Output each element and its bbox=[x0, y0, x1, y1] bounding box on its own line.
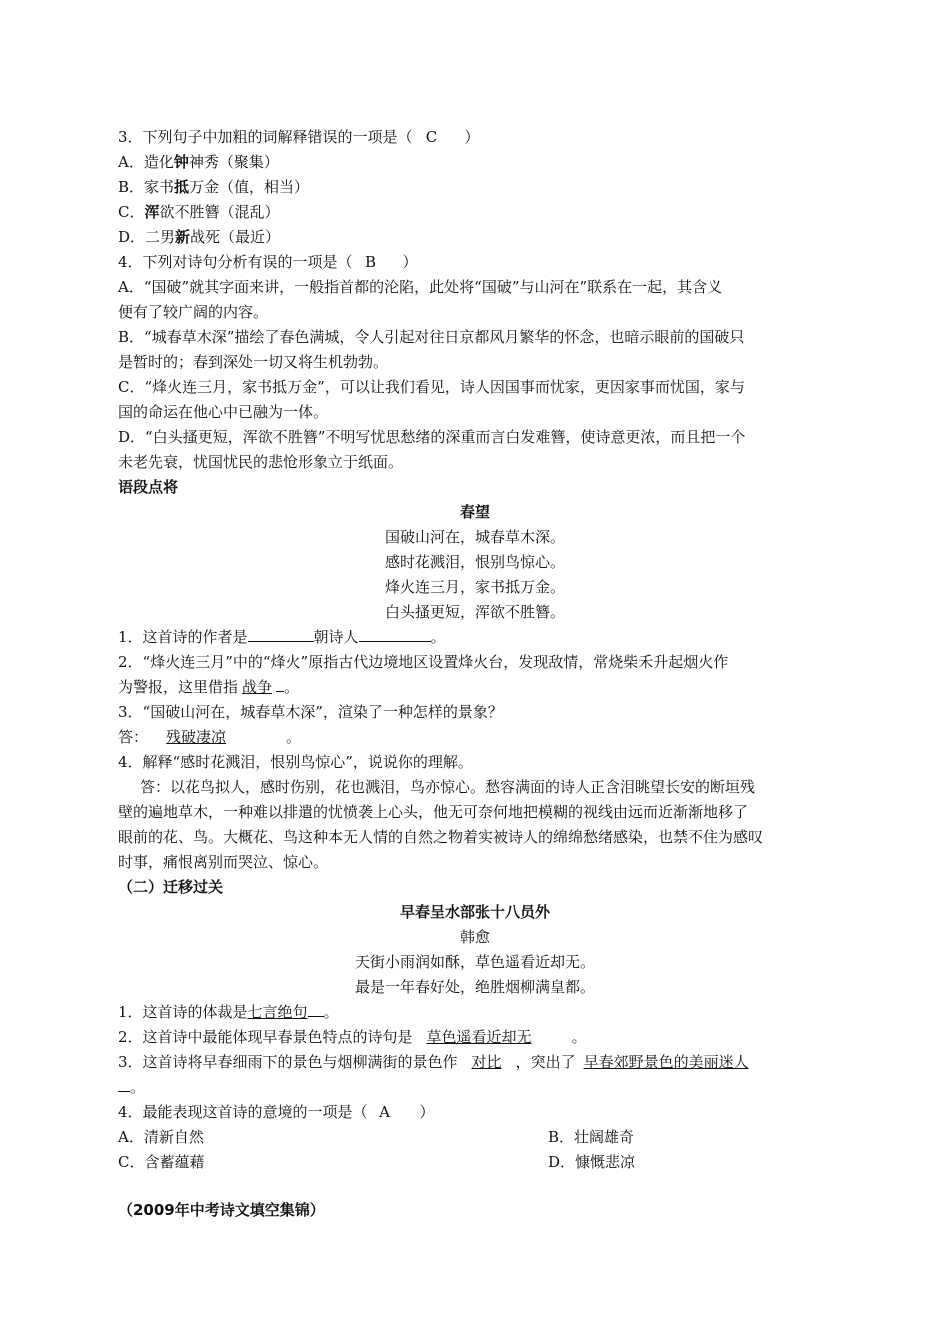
q3-option-c-post: 欲不胜簪（混乱） bbox=[159, 203, 280, 221]
q3-option-b bbox=[118, 175, 309, 200]
q4-option-b-line2: 是暂时的；春到深处一切又将生机勃勃。 bbox=[118, 353, 389, 371]
q4-stem-close: ） bbox=[402, 253, 418, 271]
s1-q3-answer: 残破凄凉 bbox=[166, 728, 227, 746]
q4-option-b-line1: B．“城春草木深”描绘了春色满城，令人引起对往日京都风月繁华的怀念，也暗示眼前的国破只 bbox=[118, 328, 745, 346]
s1-q2-line2 bbox=[118, 675, 299, 700]
q3-option-c-pre: C． bbox=[118, 203, 145, 221]
s2-q4-option: A．清新自然 bbox=[118, 1128, 204, 1146]
q3-option-d bbox=[118, 225, 280, 250]
s1-q1-post: 。 bbox=[430, 628, 446, 646]
s1-q3-answer-line bbox=[118, 725, 301, 750]
s2-q3 bbox=[118, 1050, 761, 1075]
s1-q4: 4．解释“感时花溅泪，恨别鸟惊心”，说说你的理解。 bbox=[118, 753, 473, 771]
q3-stem bbox=[118, 125, 480, 150]
q4-option-c-line1: C．“烽火连三月，家书抵万金”，可以让我们看见，诗人因国事而忧家，更因家事而忧国，家与 bbox=[118, 378, 745, 396]
poem-line: 国破山河在，城春草木深。 bbox=[384, 528, 565, 546]
q3-option-d-post: 战死（最近） bbox=[190, 228, 281, 246]
s2-q3-post: 。 bbox=[130, 1078, 146, 1096]
s2-q4-option: B．壮阔雄奇 bbox=[548, 1128, 635, 1146]
q4-stem-text: 4．下列对诗句分析有误的一项是（ bbox=[118, 253, 353, 271]
q3-option-d-bold: 新 bbox=[175, 228, 191, 246]
s2-q3-answer2: 早春郊野景色的美丽迷人 bbox=[583, 1053, 749, 1071]
q3-option-c-bold: 浑 bbox=[144, 203, 160, 221]
s1-q3-answer-post: 。 bbox=[286, 728, 302, 746]
s1-q2-line1: 2．“烽火连三月”中的“烽火”原指古代边境地区设置烽火台，发现敌情，常烧柴禾升起烟火作 bbox=[118, 653, 729, 671]
s1-q1 bbox=[118, 625, 446, 650]
q3-option-b-bold: 抵 bbox=[174, 178, 190, 196]
s1-q1-blank-poet[interactable] bbox=[359, 625, 431, 642]
s2-q3-blank-tail bbox=[118, 1075, 130, 1092]
poem2-author: 韩愈 bbox=[459, 928, 490, 946]
s1-q2-blank-tail bbox=[276, 675, 284, 692]
s1-q1-blank-dynasty[interactable] bbox=[248, 625, 314, 642]
s1-q3: 3．“国破山河在，城春草木深”，渲染了一种怎样的景象？ bbox=[118, 703, 503, 721]
s1-q3-answer-label: 答： bbox=[118, 728, 149, 746]
q4-option-a-line2: 便有了较广阔的内容。 bbox=[118, 303, 269, 321]
q4-stem bbox=[118, 250, 418, 275]
q4-option-d-line2: 未老先衰，忧国忧民的悲怆形象立于纸面。 bbox=[118, 453, 404, 471]
s2-q4-option: D．慷慨悲凉 bbox=[548, 1153, 636, 1171]
s2-q2-answer: 草色遥看近却无 bbox=[426, 1028, 532, 1046]
s1-q4-answer-line1: 答：以花鸟拟人，感时伤别，花也溅泪，鸟亦惊心。愁容满面的诗人正含泪眺望长安的断垣残 bbox=[140, 778, 756, 796]
s1-q2-answer: 战争 bbox=[242, 678, 273, 696]
poem2-line: 天街小雨润如酥，草色遥看近却无。 bbox=[354, 953, 595, 971]
poem-line: 白头搔更短，浑欲不胜簪。 bbox=[384, 603, 565, 621]
footer-heading: （2009年中考诗文填空集锦） bbox=[118, 1201, 325, 1219]
poem2-title: 早春呈水部张十八员外 bbox=[399, 903, 550, 921]
q3-stem-close: ） bbox=[464, 128, 480, 146]
q3-stem-text: 3．下列句子中加粗的词解释错误的一项是（ bbox=[118, 128, 413, 146]
s2-q4 bbox=[118, 1100, 435, 1125]
s1-q2-text: 为警报，这里借指 bbox=[118, 678, 239, 696]
q3-option-b-pre: B．家书 bbox=[118, 178, 175, 196]
q3-option-b-post: 万金（值，相当） bbox=[189, 178, 310, 196]
s2-q4-text: 4．最能表现这首诗的意境的一项是（ bbox=[118, 1103, 368, 1121]
s2-q1-answer: 七言绝句 bbox=[247, 1003, 308, 1021]
s2-q4-option: C．含蓄蕴藉 bbox=[118, 1153, 205, 1171]
s1-q4-answer-line2: 壁的遍地草木，一种难以排遣的忧愤袭上心头，他无可奈何地把模糊的视线由远而近渐渐地移了 bbox=[118, 803, 749, 821]
s2-q3-mid: ，突出了 bbox=[515, 1053, 576, 1071]
s2-q1-blank-tail bbox=[308, 1000, 324, 1017]
s1-q1-mid: 朝诗人 bbox=[313, 628, 359, 646]
s2-q3-text: 3．这首诗将早春细雨下的景色与烟柳满街的景色作 bbox=[118, 1053, 458, 1071]
s1-q2-post: 。 bbox=[284, 678, 300, 696]
q4-answer: B bbox=[365, 253, 377, 271]
q3-option-a-pre: A．造化 bbox=[118, 153, 174, 171]
q4-option-d-line1: D．“白头搔更短，浑欲不胜簪”不明写忧思愁绪的深重而言白发难簪，使诗意更浓，而且把一个 bbox=[118, 428, 746, 446]
s2-q2 bbox=[118, 1025, 587, 1050]
poem-line: 烽火连三月，家书抵万金。 bbox=[384, 578, 565, 596]
s2-q1 bbox=[118, 1000, 339, 1025]
s2-q3-line2 bbox=[118, 1075, 145, 1100]
s1-q4-answer-line3: 眼前的花、鸟。大概花、鸟这种本无人情的自然之物着实被诗人的绵绵愁绪感染，也禁不住为感叹 bbox=[118, 828, 764, 846]
s2-q1-post: 。 bbox=[323, 1003, 339, 1021]
q4-option-a-line1: A．“国破”就其字面来讲，一般指首都的沦陷，此处将“国破”与山河在”联系在一起，其含义 bbox=[118, 278, 723, 296]
section2-heading: （二）迁移过关 bbox=[118, 878, 224, 896]
poem2-line: 最是一年春好处，绝胜烟柳满皇都。 bbox=[354, 978, 595, 996]
s2-q4-answer: A bbox=[379, 1103, 390, 1121]
s2-q2-post: 。 bbox=[571, 1028, 587, 1046]
q3-option-d-pre: D．二男 bbox=[118, 228, 176, 246]
s1-q4-answer-line4: 时事，痛恨离别而哭泣、惊心。 bbox=[118, 853, 329, 871]
q3-option-a bbox=[118, 150, 279, 175]
s2-q4-post: ） bbox=[419, 1103, 435, 1121]
q3-option-a-post: 神秀（聚集） bbox=[188, 153, 279, 171]
q4-option-c-line2: 国的命运在他心中已融为一体。 bbox=[118, 403, 329, 421]
q3-answer: C bbox=[425, 128, 438, 146]
section-heading: 语段点将 bbox=[118, 478, 179, 496]
q3-option-c bbox=[118, 200, 280, 225]
poem-title: 春望 bbox=[459, 503, 490, 521]
s2-q1-text: 1．这首诗的体裁是 bbox=[118, 1003, 248, 1021]
poem-line: 感时花溅泪，恨别鸟惊心。 bbox=[384, 553, 565, 571]
s2-q3-answer1: 对比 bbox=[471, 1053, 502, 1071]
s2-q2-text: 2．这首诗中最能体现早春景色特点的诗句是 bbox=[118, 1028, 413, 1046]
q3-option-a-bold: 钟 bbox=[173, 153, 189, 171]
s1-q1-text: 1．这首诗的作者是 bbox=[118, 628, 248, 646]
